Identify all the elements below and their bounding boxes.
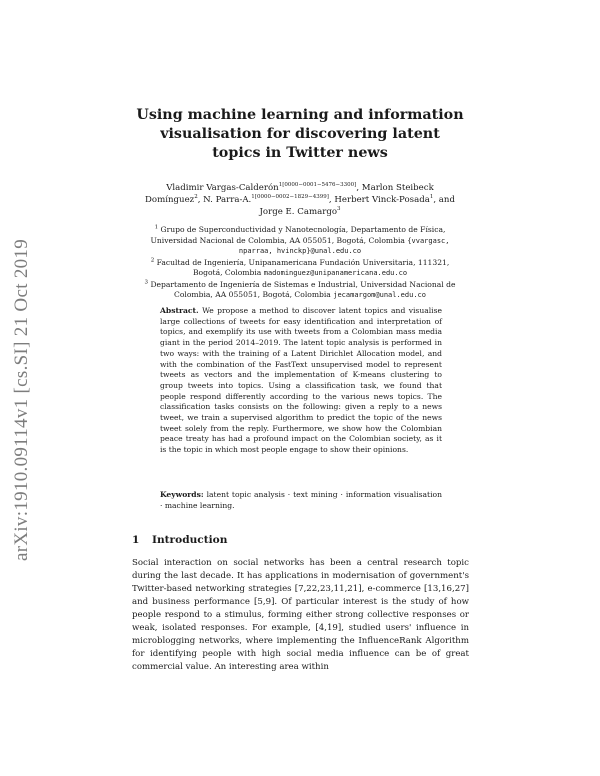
affiliation-text: Facultad de Ingeniería, Unipanamericana Fundación Universitaria, 111321, Bogotá, Colombia	[156, 257, 450, 277]
affiliation-number: 3	[144, 278, 149, 285]
abstract-text: We propose a method to discover latent topics and visualise large collections of tweets for easy identification and interpretation of topics, and exemplify its use with tweets from a Colombian mass media giant in the period 2014–2019. The latent topic analysis is performed in two ways: with the training of a Latent Dirichlet Allocation model, and with the combination of the FastText unsupervised model to represent tweets as vectors and the implementation of K-means clustering to group tweets into topics. Using a classification task, we found that people respond differently according to the various news topics. The classification tasks consists on the following: given a reply to a news tweet, we train a supervised algorithm to predict the topic of the news tweet solely from the reply. Furthermore, we show how the Colombian peace treaty has had a profound impact on the Colombian society, as it is the topic in which most people engage to show their opinions.	[160, 306, 442, 455]
keywords	[160, 490, 442, 511]
affiliation-email: jecamargom@unal.edu.co	[333, 291, 426, 299]
affiliation	[135, 225, 465, 257]
affiliation-text: Departamento de Ingeniería de Sistemas e Industrial, Universidad Nacional de Colombia, AA 055051, Bogotá, Colombia	[150, 279, 456, 299]
affiliation-number: 2	[150, 256, 155, 263]
section-title: Introduction	[152, 534, 228, 546]
introduction-paragraph: Social interaction on social networks has been a central research topic during the last decade. It has applications in modernisation of government's Twitter-based networking strategies [7,22,23,11,21], e-commerce [13,16,27] and business performance [5,9]. Of particular interest is the study of how people respond to a stimulus, forming either strong collective responses or weak, isolated responses. For example, [4,19], studied users' influence in microblogging networks, where implementing the InfluenceRank Algorithm for identifying people with high social media influence can be of great commercial value. An interesting area within	[132, 558, 469, 672]
author-name: Herbert Vinck-Posada	[334, 195, 430, 206]
affiliation-email: madominguez@unipanamericana.edu.co	[263, 269, 408, 277]
affiliation-text: Grupo de Superconductividad y Nanotecnología, Departamento de Física, Universidad Nacional de Colombia, AA 055051, Bogotá, Colombia	[150, 225, 446, 245]
keywords-label: Keywords:	[160, 490, 204, 499]
abstract	[160, 306, 442, 456]
affiliation-number: 1	[154, 224, 159, 231]
arxiv-identifier-text: arXiv:1910.09114v1 [cs.SI] 21 Oct 2019	[11, 238, 32, 562]
author-orcid: 1[0000−0001−5476−3300]	[278, 182, 357, 189]
author-separator: ,	[356, 183, 362, 193]
paper-title: Using machine learning and information visualisation for discovering latent topics in Twitter news	[136, 107, 464, 161]
author-name: Marlon Steibeck Domínguez	[145, 183, 434, 206]
author-affil-mark: 1	[429, 194, 434, 201]
section-heading	[132, 534, 227, 546]
author-orcid: 1[0000−0002−1829−4399]	[251, 194, 329, 201]
abstract-label: Abstract.	[160, 306, 199, 315]
author-separator: , and	[433, 195, 455, 206]
author-name: Vladimir Vargas-Calderón	[166, 183, 279, 193]
author-affil-mark: 2	[194, 194, 198, 201]
author-separator: ,	[328, 195, 335, 206]
author-list	[140, 182, 460, 219]
arxiv-identifier	[4, 140, 40, 660]
affiliation	[135, 280, 465, 301]
keywords-text: latent topic analysis · text mining · information visualisation · machine learning.	[160, 490, 442, 510]
author-name: N. Parra-A.	[203, 195, 252, 206]
author-separator: ,	[197, 195, 204, 206]
section-number: 1	[132, 534, 140, 546]
author-affil-mark: 3	[337, 206, 341, 213]
author-name: Jorge E. Camargo	[259, 207, 338, 218]
affiliation	[135, 258, 465, 279]
affiliation-email: {vvargasc, nparraa, hvinckp}@unal.edu.co	[238, 236, 450, 255]
affiliation-list	[135, 225, 465, 302]
